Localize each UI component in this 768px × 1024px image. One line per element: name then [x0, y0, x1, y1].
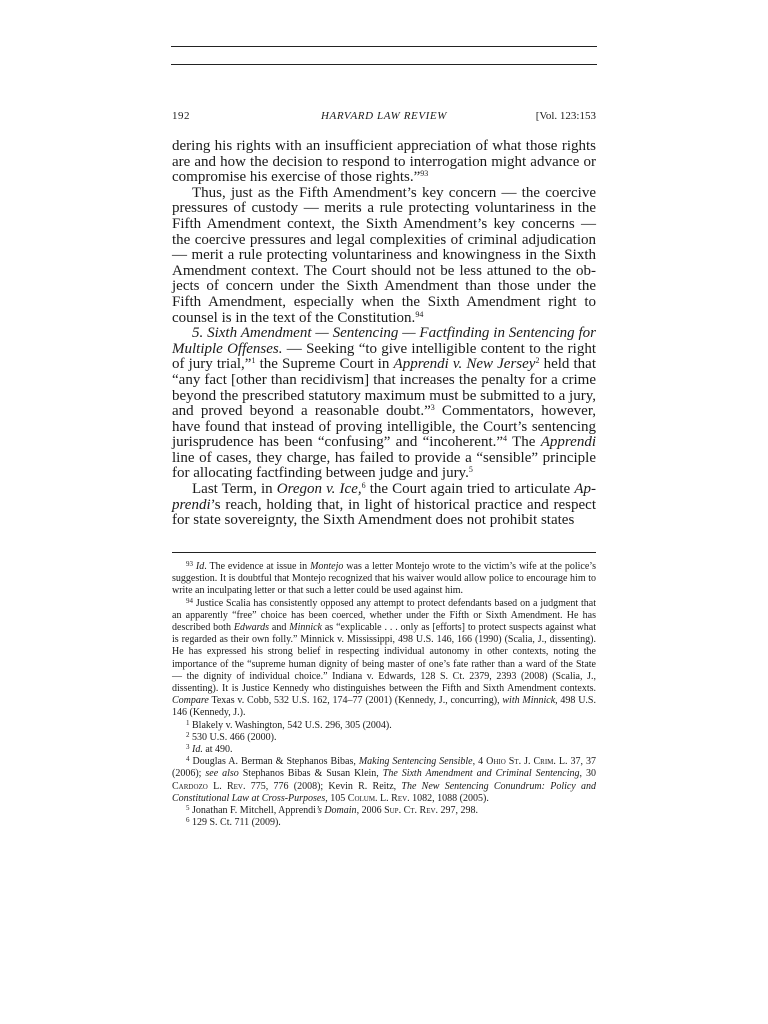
text-italic: Id.	[192, 744, 203, 756]
footnote-1	[172, 720, 596, 732]
footnote-marker: 4	[186, 755, 190, 764]
text-run: , 498 U.S. 146 (Kennedy, J.).	[172, 695, 596, 719]
section-heading: 5. Sixth Amendment — Sentencing — Factfinding in Sentencing for Multiple Offenses.	[172, 325, 596, 357]
text-run: and	[269, 622, 290, 634]
footnote-ref-93[interactable]: 93	[420, 169, 429, 179]
text-run: the Court again tried to articulate	[365, 481, 575, 498]
text-run: The	[507, 434, 541, 451]
footnote-4	[172, 756, 596, 805]
footnote-ref-6[interactable]: 6	[361, 481, 366, 491]
text-italic: The Sixth Amendment and Criminal Sentencing	[382, 768, 580, 780]
text-run: , 4	[472, 756, 487, 768]
text-run: the Supreme Court in	[255, 356, 394, 373]
text-run: Commentators, however, have found that instead of proving intelligible, the Court’s sentencing jurisprudence has been “confusing” and “incoherent.”	[172, 403, 596, 451]
body-text	[172, 139, 596, 529]
page-number: 192	[172, 110, 190, 122]
footnote-marker: 5	[186, 804, 190, 813]
footnote-ref-4[interactable]: 4	[503, 434, 508, 444]
text-italic: Edwards	[233, 622, 270, 634]
text-run: Blakely v. Washington, 542 U.S. 296, 305 (2004).	[192, 719, 392, 731]
text-run: Thus, just as the Fifth Amendment’s key concern — the coercive pressures of custody — merits a rule protecting voluntariness in the Fifth Amendment context, the Sixth Amendment’s key concerns — the coercive pressures and legal complexities of criminal adjudication — merit a rule protecting voluntariness and knowingness in the Sixth Amendment context. The Court should not be less attuned to the objects of concern under the Sixth Amendment than those under the Fifth Amendment, especially when the Sixth Amendment right to counsel is in the text of the Constitution.	[172, 184, 596, 326]
footnote-marker: 2	[186, 730, 190, 739]
text-run: Texas v. Cobb, 532 U.S. 162, 174–77 (2001) (Kennedy, J., concurring),	[208, 695, 503, 707]
text-run: 775, 776 (2008); Kevin R. Reitz,	[245, 780, 402, 792]
footnote-marker: 93	[186, 560, 193, 568]
journal-abbrev: Sup. Ct. Rev.	[384, 805, 439, 817]
text-run: , 2006	[356, 805, 385, 817]
footnotes	[172, 561, 596, 829]
text-run: 37, 37 (2006);	[172, 756, 597, 780]
footnote-marker: 6	[186, 816, 190, 825]
paragraph-last-term	[172, 482, 596, 529]
case-name: Apprendi v. New Jersey	[393, 356, 536, 373]
text-run: , 105	[325, 792, 348, 804]
text-run: 1082, 1088 (2005).	[409, 792, 489, 804]
text-run: Douglas A. Berman & Stephanos Bibas,	[192, 756, 359, 768]
text-italic: The New Sentencing Conundrum: Policy and Constitutional Law at Cross-Purposes	[172, 780, 597, 804]
journal-abbrev: Cardozo L. Rev.	[172, 780, 246, 792]
footnote-5	[172, 805, 596, 817]
footnote-marker: 1	[186, 718, 190, 727]
text-run: 530 U.S. 466 (2000).	[192, 731, 277, 743]
text-run: ’s reach, holding that, in light of historical practice and respect for state sovereignty, the Sixth Amendment does not prohibit states	[172, 496, 596, 529]
footnote-ref-94[interactable]: 94	[415, 309, 424, 319]
text-italic: see also	[205, 768, 239, 780]
text-italic: Montejo	[310, 561, 344, 572]
footnote-ref-1[interactable]: 1	[251, 356, 256, 366]
footnote-93	[172, 561, 596, 598]
text-italic: with Minnick	[502, 695, 556, 707]
footnote-94	[172, 598, 596, 720]
paragraph-fifth-amendment	[172, 186, 596, 326]
text-run: line of cases, they charge, has failed to provide a “sensible” principle for allocating factfinding between judge and jury.	[172, 449, 596, 482]
footnote-3	[172, 744, 596, 756]
footnote-6	[172, 817, 596, 829]
journal-title: HARVARD LAW REVIEW	[320, 110, 448, 122]
second-rule	[171, 64, 597, 65]
text-run: Last Term, in	[192, 481, 277, 498]
text-italic: Id	[195, 561, 205, 572]
text-run: held that “any fact [other than recidivism] that increases the penalty for a crime beyond the prescribed statutory maximum must be submitted to a jury, and proved beyond a reasonable doubt.”	[172, 356, 596, 420]
text-run: was a letter Montejo wrote to the victim’s wife at the police’s suggestion. It is doubtful that Montejo recognized that his waiver would allow police to encourage him to write an inculpating letter or that such a letter could be used against him.	[172, 561, 596, 597]
text-run: Justice Scalia has consistently opposed any attempt to protect defendants based on a judgment that an apparently “free” choice has been coerced, whether under the Fifth or Sixth Amendment. He has described both	[172, 597, 596, 634]
footnote-ref-5[interactable]: 5	[468, 465, 473, 475]
text-run: at 490.	[202, 744, 233, 756]
top-rule	[171, 46, 597, 47]
text-run: 129 S. Ct. 711 (2009).	[192, 817, 281, 829]
paragraph-section-5	[172, 326, 596, 482]
paragraph-continued	[172, 139, 596, 186]
text-italic: Compare	[172, 695, 209, 707]
text-run: — Seeking “to give intelligible content to the right of jury trial,”	[172, 340, 596, 373]
footnote-ref-2[interactable]: 2	[535, 356, 540, 366]
journal-abbrev: Ohio St. J. Crim. L.	[486, 756, 568, 768]
footnote-2	[172, 732, 596, 744]
text-run: . The evidence at issue in	[204, 561, 311, 572]
footnote-rule	[172, 552, 596, 553]
volume-citation: [Vol. 123:153	[535, 110, 596, 122]
text-run: dering his rights with an insufficient appreciation of what those rights are and how the decision to respond to interrogation might advance or compromise his exercise of those rights.”	[172, 138, 596, 186]
footnote-marker: 94	[186, 596, 193, 605]
case-name: Apprendi	[172, 481, 596, 513]
text-run: as “explicable . . . only as [efforts] to protect suspects against what is regarded as their own folly.” Minnick v. Mississippi, 498 U.S. 146, 166 (1990) (Scalia, J., dissenting). He has expressed his strong belief in respecting individual autonomy in other contexts, noting the importance of the “supreme human dignity of being master of one’s fate rather than a ward of the State — the dignity of individual choice.” Indiana v. Edwards, 128 S. Ct. 2379, 2393 (2008) (Scalia, J., dissenting). It is Justice Kennedy who distinguishes between the Fifth and Sixth Amendment contexts.	[172, 622, 596, 695]
text-italic: Making Sentencing Sensible	[358, 756, 473, 768]
footnote-marker: 3	[186, 743, 190, 752]
text-run: , 30	[579, 768, 596, 780]
text-run: Stephanos Bibas & Susan Klein,	[238, 768, 383, 780]
text-run: Jonathan F. Mitchell, Apprendi	[192, 805, 316, 817]
case-name: Apprendi	[540, 434, 596, 451]
journal-abbrev: Colum. L. Rev.	[347, 792, 410, 804]
footnote-ref-3[interactable]: 3	[430, 403, 435, 413]
running-head	[172, 108, 596, 124]
text-italic: ’s Domain	[315, 805, 357, 817]
case-name: Oregon v. Ice,	[276, 481, 362, 498]
text-italic: Minnick	[289, 622, 322, 634]
text-run: 297, 298.	[438, 805, 479, 817]
